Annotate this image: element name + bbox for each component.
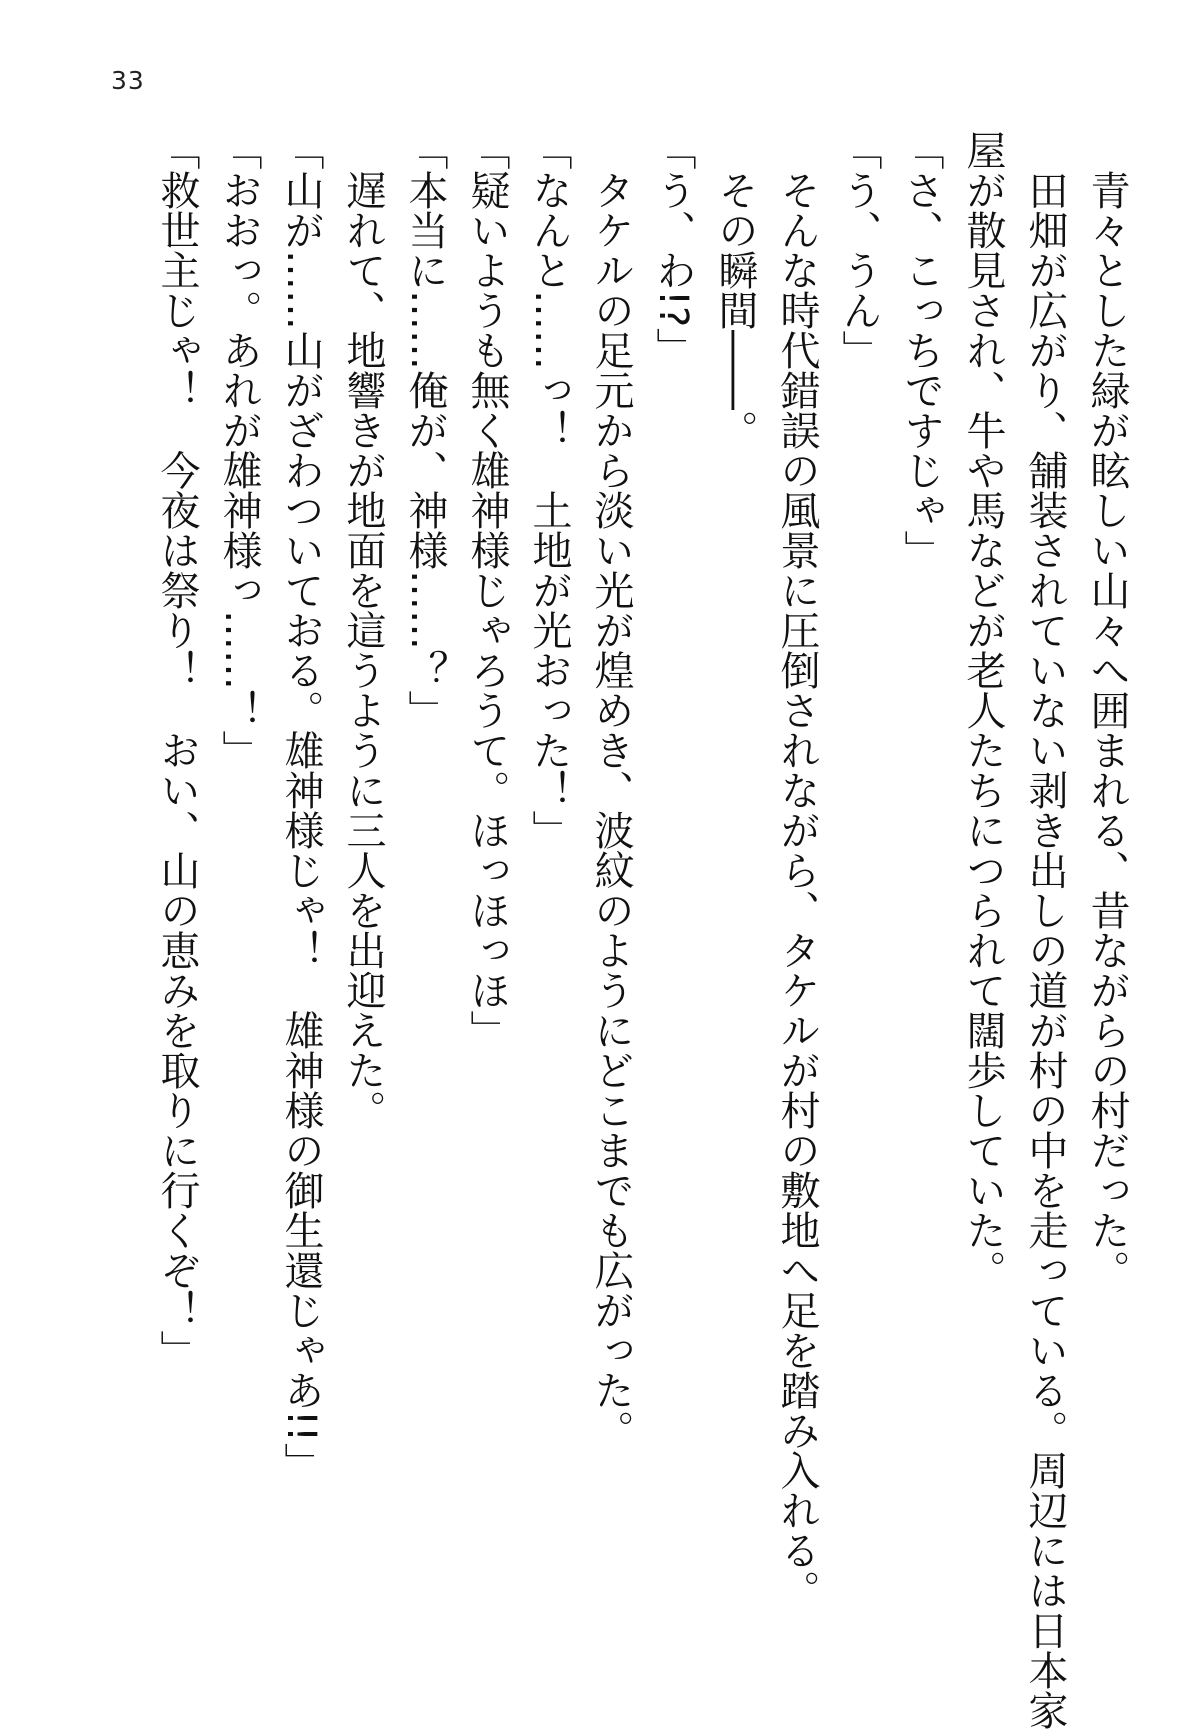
text-line: その瞬間――。 (712, 130, 758, 450)
text-line: 「う、うん」 (836, 130, 882, 370)
text-line: 「さ、こっちですじゃ」 (898, 130, 944, 570)
text-line: タケルの足元から淡い光が煌めき、波紋のようにどこまでも広がった。 (588, 130, 634, 1450)
text-line: 「なんと……っ！ 土地が光おった！」 (526, 130, 572, 850)
text-line: 遅れて、地響きが地面を這うように三人を出迎えた。 (340, 130, 386, 1130)
text-line: そんな時代錯誤の風景に圧倒されながら、タケルが村の敷地へ足を踏み入れる。 (774, 130, 820, 1610)
text-line: 「山が……山がざわついておる。雄神様じゃ！ 雄神様の御生還じゃあ!!」 (278, 130, 324, 1483)
vertical-text-body (146, 130, 1138, 1730)
text-line: 「う、わ!?」 (650, 130, 696, 368)
text-line: 屋が散見され、牛や馬などが老人たちにつられて闊歩していた。 (960, 130, 1006, 1290)
text-line: 青々とした緑が眩しい山々へ囲まれる、昔ながらの村だった。 (1084, 130, 1130, 1290)
page-number: 33 (111, 66, 145, 95)
text-line: 「本当に……俺が、神様……？」 (402, 130, 448, 730)
text-line: 「おおっ。あれが雄神様っ……！」 (216, 130, 262, 770)
text-line: 「疑いようも無く雄神様じゃろうて。ほっほっほ」 (464, 130, 510, 1050)
text-line: 「救世主じゃ！ 今夜は祭り！ おい、山の恵みを取りに行くぞ！」 (154, 130, 200, 1370)
text-line: 田畑が広がり、舗装されていない剥き出しの道が村の中を走っている。周辺には日本家 (1022, 130, 1068, 1730)
